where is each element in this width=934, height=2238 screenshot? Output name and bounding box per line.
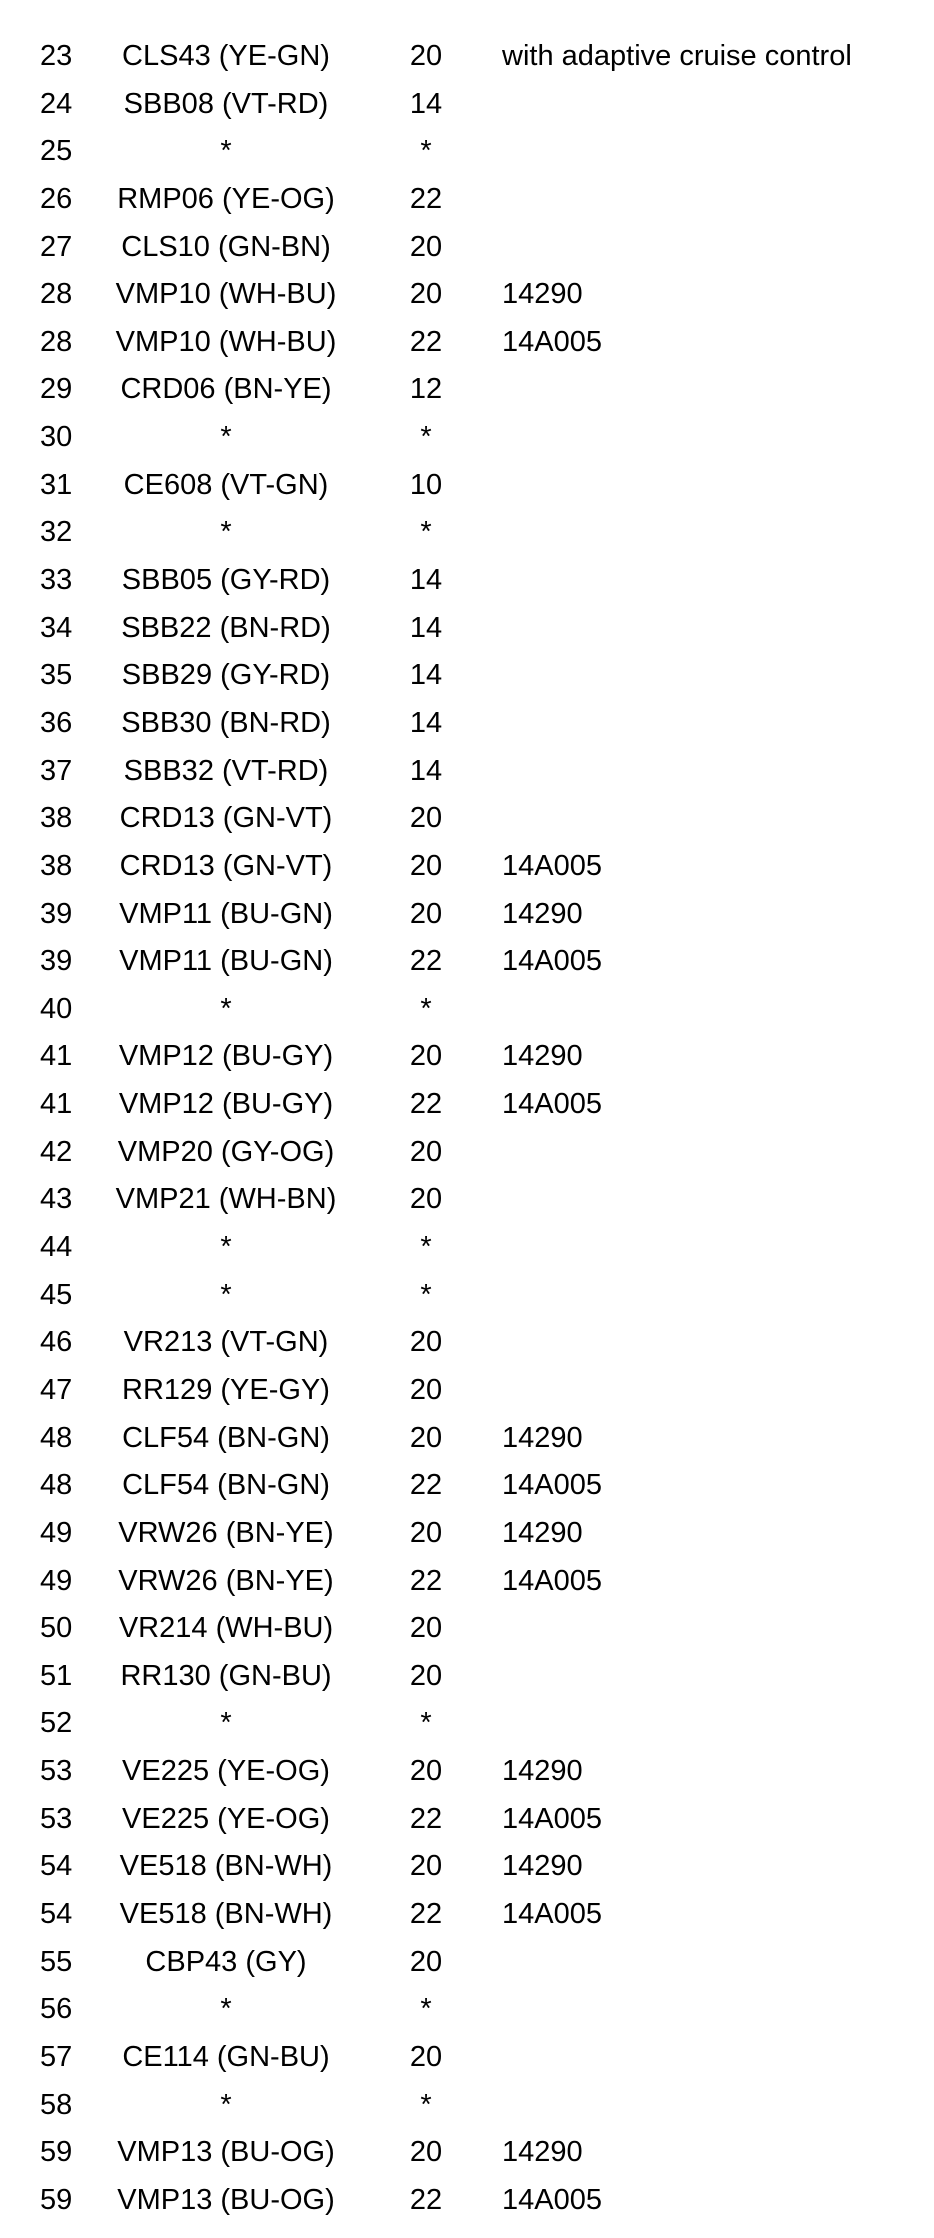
pin-number: 30 xyxy=(40,421,73,454)
table-row xyxy=(0,176,934,224)
wire-gauge: 14 xyxy=(409,564,443,597)
wire-gauge: 20 xyxy=(409,1612,443,1645)
table-row xyxy=(0,1700,934,1748)
pin-number: 50 xyxy=(40,1612,73,1645)
row-note: 14290 xyxy=(502,1755,583,1788)
circuit-code: VMP12 (BU-GY) xyxy=(118,1088,334,1121)
circuit-code: VMP11 (BU-GN) xyxy=(119,897,333,930)
table-row xyxy=(0,891,934,939)
row-note: 14A005 xyxy=(502,325,602,358)
circuit-code: VMP10 (WH-BU) xyxy=(115,278,337,311)
row-note: 14290 xyxy=(502,897,583,930)
circuit-code: CLF54 (BN-GN) xyxy=(122,1421,330,1454)
wire-gauge: * xyxy=(420,2088,432,2121)
wire-gauge: 22 xyxy=(409,945,443,978)
circuit-code: SBB08 (VT-RD) xyxy=(123,87,329,120)
row-note: 14A005 xyxy=(502,1897,602,1930)
wire-gauge: 22 xyxy=(409,1088,443,1121)
pin-number: 31 xyxy=(40,468,73,501)
circuit-code: VRW26 (BN-YE) xyxy=(118,1564,334,1597)
pin-number: 54 xyxy=(40,1850,73,1883)
table-row xyxy=(0,1081,934,1129)
table-row xyxy=(0,1129,934,1177)
wire-gauge: 20 xyxy=(409,802,443,835)
wire-gauge: 20 xyxy=(409,1850,443,1883)
wire-gauge: 20 xyxy=(409,1945,443,1978)
circuit-code: VE518 (BN-WH) xyxy=(119,1897,333,1930)
table-row xyxy=(0,1986,934,2034)
wire-gauge: 20 xyxy=(409,1421,443,1454)
wire-gauge: 22 xyxy=(409,2183,443,2216)
circuit-code: SBB32 (VT-RD) xyxy=(123,754,329,787)
table-row xyxy=(0,1748,934,1796)
table-row xyxy=(0,1510,934,1558)
pin-number: 27 xyxy=(40,230,73,263)
table-row xyxy=(0,2082,934,2130)
pin-number: 29 xyxy=(40,373,73,406)
pin-number: 51 xyxy=(40,1659,73,1692)
pin-number: 39 xyxy=(40,897,73,930)
pin-number: 32 xyxy=(40,516,73,549)
circuit-code: VMP11 (BU-GN) xyxy=(119,945,333,978)
table-row xyxy=(0,128,934,176)
wire-gauge: * xyxy=(420,421,432,454)
circuit-code: VMP13 (BU-OG) xyxy=(117,2183,335,2216)
table-row xyxy=(0,1939,934,1987)
pin-number: 49 xyxy=(40,1516,73,1549)
table-row xyxy=(0,1891,934,1939)
circuit-code: SBB30 (BN-RD) xyxy=(121,706,331,739)
wire-gauge: * xyxy=(420,1278,432,1311)
pin-number: 43 xyxy=(40,1183,73,1216)
table-row xyxy=(0,700,934,748)
row-note: 14290 xyxy=(502,1040,583,1073)
circuit-code: CLS10 (GN-BN) xyxy=(121,230,331,263)
table-row xyxy=(0,224,934,272)
wire-gauge: * xyxy=(420,1707,432,1740)
pin-number: 38 xyxy=(40,849,73,882)
circuit-code: CRD13 (GN-VT) xyxy=(119,849,333,882)
circuit-code: * xyxy=(220,516,232,549)
wire-gauge: 22 xyxy=(409,1469,443,1502)
circuit-code: * xyxy=(220,1278,232,1311)
wire-gauge: 20 xyxy=(409,2040,443,2073)
wire-gauge: 20 xyxy=(409,897,443,930)
table-row xyxy=(0,986,934,1034)
table-row xyxy=(0,557,934,605)
wire-gauge: 22 xyxy=(409,182,443,215)
circuit-code: CLF54 (BN-GN) xyxy=(122,1469,330,1502)
wire-gauge: 10 xyxy=(409,468,443,501)
circuit-code: VE225 (YE-OG) xyxy=(122,1755,330,1788)
row-note: 14A005 xyxy=(502,1469,602,1502)
table-row xyxy=(0,1605,934,1653)
pin-number: 37 xyxy=(40,754,73,787)
table-row xyxy=(0,2034,934,2082)
wire-gauge: 22 xyxy=(409,1564,443,1597)
circuit-code: SBB22 (BN-RD) xyxy=(121,611,331,644)
row-note: 14A005 xyxy=(502,1088,602,1121)
table-row xyxy=(0,1796,934,1844)
circuit-code: VE518 (BN-WH) xyxy=(119,1850,333,1883)
table-row xyxy=(0,1319,934,1367)
wire-gauge: * xyxy=(420,516,432,549)
pin-number: 24 xyxy=(40,87,73,120)
row-note: 14290 xyxy=(502,278,583,311)
table-row xyxy=(0,2177,934,2225)
pin-number: 53 xyxy=(40,1755,73,1788)
wire-gauge: 20 xyxy=(409,230,443,263)
pin-number: 38 xyxy=(40,802,73,835)
table-row xyxy=(0,414,934,462)
table-row xyxy=(0,1272,934,1320)
circuit-code: CE114 (GN-BU) xyxy=(122,2040,330,2073)
wire-gauge: 14 xyxy=(409,754,443,787)
table-row xyxy=(0,652,934,700)
pin-number: 58 xyxy=(40,2088,73,2121)
row-note: 14A005 xyxy=(502,2183,602,2216)
circuit-code: SBB29 (GY-RD) xyxy=(121,659,331,692)
pin-number: 46 xyxy=(40,1326,73,1359)
table-row xyxy=(0,938,934,986)
table-row xyxy=(0,33,934,81)
circuit-code: VRW26 (BN-YE) xyxy=(118,1516,334,1549)
circuit-code: RR130 (GN-BU) xyxy=(120,1659,332,1692)
wire-gauge: 20 xyxy=(409,1659,443,1692)
pin-number: 41 xyxy=(40,1040,73,1073)
row-note: 14A005 xyxy=(502,945,602,978)
circuit-code: * xyxy=(220,1707,232,1740)
wire-gauge: 14 xyxy=(409,611,443,644)
table-row xyxy=(0,1176,934,1224)
pin-number: 39 xyxy=(40,945,73,978)
circuit-code: CRD06 (BN-YE) xyxy=(120,373,332,406)
pin-number: 57 xyxy=(40,2040,73,2073)
circuit-code: CLS43 (YE-GN) xyxy=(122,40,330,72)
table-row xyxy=(0,462,934,510)
row-note: 14290 xyxy=(502,2136,583,2169)
circuit-code: RR129 (YE-GY) xyxy=(122,1373,330,1406)
pin-number: 40 xyxy=(40,992,73,1025)
circuit-code: * xyxy=(220,2088,232,2121)
connector-pin-table xyxy=(0,33,934,2224)
wire-gauge: 20 xyxy=(409,40,443,72)
wire-gauge: 20 xyxy=(409,1040,443,1073)
row-note: 14A005 xyxy=(502,849,602,882)
pin-number: 33 xyxy=(40,564,73,597)
pin-number: 54 xyxy=(40,1897,73,1930)
wire-gauge: 20 xyxy=(409,1373,443,1406)
circuit-code: VMP20 (GY-OG) xyxy=(117,1135,335,1168)
circuit-code: CRD13 (GN-VT) xyxy=(119,802,333,835)
pin-number: 28 xyxy=(40,278,73,311)
table-row xyxy=(0,1415,934,1463)
wire-gauge: * xyxy=(420,1993,432,2026)
table-row xyxy=(0,605,934,653)
pin-number: 49 xyxy=(40,1564,73,1597)
table-row xyxy=(0,1224,934,1272)
wire-gauge: 22 xyxy=(409,1897,443,1930)
circuit-code: * xyxy=(220,1993,232,2026)
wire-gauge: 20 xyxy=(409,1326,443,1359)
row-note: with adaptive cruise control xyxy=(502,40,852,72)
pin-number: 59 xyxy=(40,2136,73,2169)
table-row xyxy=(0,81,934,129)
table-row xyxy=(0,319,934,367)
pin-number: 35 xyxy=(40,659,73,692)
pin-number: 59 xyxy=(40,2183,73,2216)
wire-gauge: 22 xyxy=(409,325,443,358)
table-row xyxy=(0,1558,934,1606)
wire-gauge: 22 xyxy=(409,1802,443,1835)
wire-gauge: 20 xyxy=(409,1516,443,1549)
wire-gauge: 14 xyxy=(409,659,443,692)
wire-gauge: 20 xyxy=(409,2136,443,2169)
circuit-code: VMP21 (WH-BN) xyxy=(115,1183,337,1216)
pin-number: 36 xyxy=(40,706,73,739)
wire-gauge: 20 xyxy=(409,1755,443,1788)
table-row xyxy=(0,366,934,414)
circuit-code: SBB05 (GY-RD) xyxy=(121,564,331,597)
circuit-code: RMP06 (YE-OG) xyxy=(117,182,335,215)
circuit-code: * xyxy=(220,1231,232,1264)
pin-number: 34 xyxy=(40,611,73,644)
table-row xyxy=(0,1367,934,1415)
wire-gauge: 14 xyxy=(409,706,443,739)
pin-number: 47 xyxy=(40,1373,73,1406)
table-row xyxy=(0,843,934,891)
table-row xyxy=(0,795,934,843)
pin-number: 42 xyxy=(40,1135,73,1168)
table-row xyxy=(0,1462,934,1510)
wire-gauge: 20 xyxy=(409,1135,443,1168)
pin-number: 55 xyxy=(40,1945,73,1978)
pin-number: 23 xyxy=(40,40,73,72)
pin-number: 56 xyxy=(40,1993,73,2026)
wire-gauge: 20 xyxy=(409,849,443,882)
row-note: 14A005 xyxy=(502,1564,602,1597)
pin-number: 26 xyxy=(40,182,73,215)
circuit-code: VR213 (VT-GN) xyxy=(123,1326,329,1359)
circuit-code: VE225 (YE-OG) xyxy=(122,1802,330,1835)
table-row xyxy=(0,509,934,557)
table-row xyxy=(0,748,934,796)
pin-number: 25 xyxy=(40,135,73,168)
circuit-code: VMP12 (BU-GY) xyxy=(118,1040,334,1073)
pin-number: 41 xyxy=(40,1088,73,1121)
circuit-code: VR214 (WH-BU) xyxy=(118,1612,334,1645)
circuit-code: CBP43 (GY) xyxy=(145,1945,307,1978)
wire-gauge: * xyxy=(420,135,432,168)
wire-gauge: * xyxy=(420,992,432,1025)
pin-number: 28 xyxy=(40,325,73,358)
circuit-code: VMP13 (BU-OG) xyxy=(117,2136,335,2169)
circuit-code: * xyxy=(220,135,232,168)
wire-gauge: 20 xyxy=(409,278,443,311)
wire-gauge: 14 xyxy=(409,87,443,120)
row-note: 14290 xyxy=(502,1850,583,1883)
table-row xyxy=(0,1653,934,1701)
row-note: 14A005 xyxy=(502,1802,602,1835)
pin-number: 52 xyxy=(40,1707,73,1740)
pin-number: 48 xyxy=(40,1421,73,1454)
circuit-code: VMP10 (WH-BU) xyxy=(115,325,337,358)
table-row xyxy=(0,1843,934,1891)
table-row xyxy=(0,271,934,319)
row-note: 14290 xyxy=(502,1421,583,1454)
row-note: 14290 xyxy=(502,1516,583,1549)
pin-number: 44 xyxy=(40,1231,73,1264)
pin-number: 48 xyxy=(40,1469,73,1502)
circuit-code: * xyxy=(220,992,232,1025)
circuit-code: CE608 (VT-GN) xyxy=(123,468,329,501)
table-row xyxy=(0,2129,934,2177)
wire-gauge: 12 xyxy=(409,373,443,406)
wire-gauge: 20 xyxy=(409,1183,443,1216)
circuit-code: * xyxy=(220,421,232,454)
pin-number: 53 xyxy=(40,1802,73,1835)
table-row xyxy=(0,1033,934,1081)
wire-gauge: * xyxy=(420,1231,432,1264)
pin-number: 45 xyxy=(40,1278,73,1311)
